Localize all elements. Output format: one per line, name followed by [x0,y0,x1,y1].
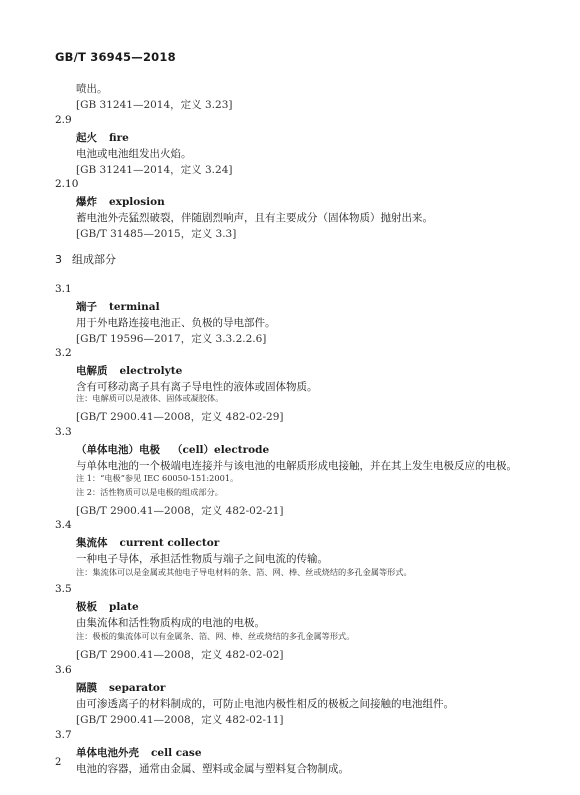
term-en: current collector [119,537,220,549]
term-heading [76,363,182,378]
body-text: 一种电子导体，承担活性物质与端子之间电流的传输。 [76,553,328,565]
reference: [GB/T 19596—2017，定义 3.3.2.2.6] [76,333,267,345]
body-text: 与单体电池的一个极端电连接并与该电池的电解质形成电接触，并在其上发生电极反应的电极。 [76,460,517,472]
body-text: 用于外电路连接电池正、负极的导电部件。 [76,317,276,329]
reference: [GB/T 2900.41—2008，定义 482-02-21] [76,505,284,517]
term-zh: 集流体 [76,537,108,549]
reference: [GB/T 31485—2015，定义 3.3] [76,228,237,240]
note-text: 注：集流体可以是金属或其他电子导电材料的条、箔、网、棒、丝或烧结的多孔金属等形式。 [76,567,412,577]
section-number: 3 [55,253,62,266]
reference: [GB/T 2900.41—2008，定义 482-02-02] [76,649,284,661]
term-en: fire [109,132,129,144]
term-heading [76,680,165,695]
reference: [GB 31241—2014，定义 3.23] [76,99,233,111]
reference: [GB/T 2900.41—2008，定义 482-02-29] [76,411,284,423]
term-heading [76,745,202,760]
clause-number: 3.7 [55,729,72,741]
term-heading [76,130,129,145]
clause-number: 3.3 [55,426,72,438]
reference: [GB/T 2900.41—2008，定义 482-02-11] [76,714,284,726]
term-zh: 隔膜 [76,682,97,694]
term-zh: 极板 [76,601,97,613]
term-heading [76,442,269,457]
clause-number: 3.6 [55,664,72,676]
term-en: terminal [109,301,160,313]
term-zh: 电解质 [76,365,108,377]
term-zh: 端子 [76,301,97,313]
term-zh: 起火 [76,132,97,144]
term-en: separator [109,682,166,694]
body-text: 喷出。 [76,83,108,95]
body-text: 蓄电池外壳猛烈破裂，伴随剧烈响声，且有主要成分（固体物质）抛射出来。 [76,212,433,224]
term-en: plate [109,601,139,613]
body-text: 电池或电池组发出火焰。 [76,148,192,160]
clause-number: 2.9 [55,114,72,126]
term-en: explosion [109,196,165,208]
term-en: cell case [151,747,202,759]
body-text: 电池的容器，通常由金属、塑料或金属与塑料复合物制成。 [76,763,349,775]
reference: [GB 31241—2014，定义 3.24] [76,164,233,176]
body-text: 含有可移动离子具有离子导电性的液体或固体物质。 [76,381,318,393]
note-text: 注：极板的集流体可以有金属条、箔、网、棒、丝或烧结的多孔金属等形式。 [76,631,355,641]
standard-header: GB/T 36945—2018 [55,50,176,64]
section-title: 组成部分 [72,253,116,266]
term-zh: 单体电池外壳 [76,747,139,759]
clause-number: 3.2 [55,347,72,359]
clause-number: 3.5 [55,583,72,595]
term-zh: 爆炸 [76,196,97,208]
term-en: electrolyte [119,365,183,377]
body-text: 由可渗透离子的材料制成的，可防止电池内极性相反的极板之间接触的电池组件。 [76,698,454,710]
note-text: 注 1：“电极”参见 IEC 60050-151:2001。 [76,473,239,483]
term-heading [76,194,165,209]
clause-number: 2.10 [55,178,79,190]
page-number: 2 [55,757,62,768]
note-text: 注：电解质可以是液体、固体或凝胶体。 [76,393,224,403]
term-heading [76,299,160,314]
section-heading [55,251,116,267]
term-zh: （单体电池）电极 [76,444,160,456]
body-text: 由集流体和活性物质构成的电池的电极。 [76,617,265,629]
term-heading [76,535,219,550]
clause-number: 3.4 [55,519,72,531]
note-text: 注 2：活性物质可以是电极的组成部分。 [76,487,223,497]
term-en: （cell）electrode [172,444,270,456]
term-heading [76,599,139,614]
clause-number: 3.1 [55,283,72,295]
